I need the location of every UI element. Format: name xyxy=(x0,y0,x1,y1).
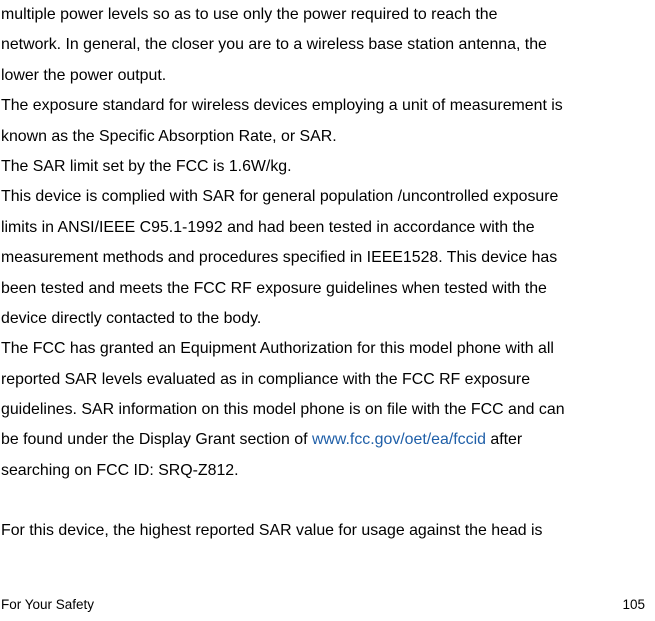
paragraph-spacer xyxy=(1,486,655,516)
text-line: measurement methods and procedures specified in IEEE1528. This device has xyxy=(1,249,558,267)
text-line: limits in ANSI/IEEE C95.1-1992 and had been tested in accordance with the xyxy=(1,218,535,236)
text-line: network. In general, the closer you are to a wireless base station antenna, the xyxy=(1,36,547,54)
text-line: reported SAR levels evaluated as in compliance with the FCC RF exposure xyxy=(1,370,531,388)
grant-line-suffix: after xyxy=(485,431,523,449)
text-line: known as the Specific Absorption Rate, or SAR. xyxy=(1,127,337,145)
page-number: 105 xyxy=(622,597,645,612)
body-text xyxy=(1,0,655,547)
text-line: multiple power levels so as to use only the power required to reach the xyxy=(1,6,498,23)
fcc-id-line: searching on FCC ID: SRQ-Z812. xyxy=(1,461,239,479)
text-line: device directly contacted to the body. xyxy=(1,309,262,327)
text-line: guidelines. SAR information on this model phone is on file with the FCC and can xyxy=(1,401,565,419)
text-line: This device is complied with SAR for general population /uncontrolled exposure xyxy=(1,188,559,206)
text-line: The exposure standard for wireless devices employing a unit of measurement is xyxy=(1,97,563,115)
grant-line-text: be found under the Display Grant section of xyxy=(1,431,312,449)
grant-line xyxy=(1,425,655,455)
text-line: The FCC has granted an Equipment Authorization for this model phone with all xyxy=(1,340,554,358)
page-footer xyxy=(1,597,645,617)
fcc-id-link[interactable]: www.fcc.gov/oet/ea/fccid xyxy=(311,431,486,449)
text-line: The SAR limit set by the FCC is 1.6W/kg. xyxy=(1,157,292,175)
text-line: been tested and meets the FCC RF exposure guidelines when tested with the xyxy=(1,279,547,297)
sar-head-line: For this device, the highest reported SAR value for usage against the head is xyxy=(1,522,543,540)
footer-section-title: For Your Safety xyxy=(1,597,95,612)
text-line: lower the power output. xyxy=(1,66,167,84)
